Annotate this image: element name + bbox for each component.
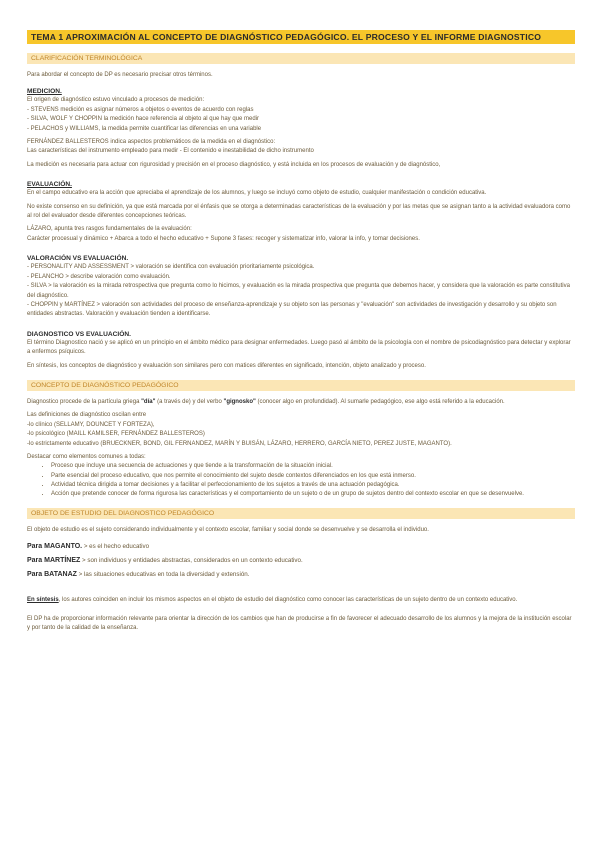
etymology-text: (a través de) y del verbo [155, 398, 224, 405]
valoracion-line: - CHOPPIN y MARTÍNEZ > valoración son actividades del proceso de enseñanza-aprendizaje y su objeto son las personas y "evaluación" son actividades de investigación y desarrollo y su objeto son entidades abstractas. Valoración y evaluación tienden a identificarse. [27, 301, 557, 318]
valoracion-line: - SILVA > la valoración es la mirada retrospectiva que pregunta como lo hicimos, y evaluación es la mirada prospectiva que pregunta que debemos hacer, y considera que la valoración es parte constitutiva del diagnóstico. [27, 283, 570, 299]
etymology-text: (conocer algo en profundidad). Al sumarle pedagógico, ese algo está referido a la educación. [255, 398, 505, 405]
diagnostico-paragraph: El término Diagnostico nació y se aplicó en un principio en el ámbito médico para designar enfermedades. Luego pasó al ámbito de la psicología con el nombre de psicodiagnóstico para detectar y explorar a enfermos psíquicos. [27, 339, 571, 356]
intro-text: Para abordar el concepto de DP es necesario precisar otros términos. [27, 72, 213, 78]
sintesis-text: , los autores coinciden en incluir los mismos aspectos en el objeto de estudio del diagnóstico como conocer las características de un sujeto dentro de un contexto educativo. [58, 596, 518, 603]
fb-line: FERNÁNDEZ BALLESTEROS indica aspectos problemáticos de la medida en el diagnóstico: [27, 139, 276, 146]
valoracion-line: - PERSONALITY AND ASSESSMENT > valoración se identifica con evaluación prioritariamente psicológica. [27, 264, 315, 271]
diagnostico-paragraph: En síntesis, los conceptos de diagnóstico y evaluación son similares pero con matices diferentes en significado, intención, objeto analizado y proceso. [27, 362, 426, 369]
medicion-line: - STEVENS medición es asignar números a objetos o eventos de acuerdo con reglas [27, 106, 254, 113]
definitions-line: Las definiciones de diagnóstico oscilan entre [27, 412, 147, 419]
common-elements-list [27, 462, 575, 499]
common-elements-intro: Destacar como elementos comunes a todas: [27, 453, 146, 460]
sintesis-paragraph [27, 596, 575, 605]
etymology-term-gignosko: "gignosko" [223, 398, 256, 405]
author-definition: > son individuos y entidades abstractas, considerados en un contexto educativo. [80, 556, 303, 564]
author-label: Para MARTÍNEZ [27, 556, 81, 564]
document-page [27, 30, 575, 634]
etymology-term-dia: "día" [141, 398, 156, 405]
author-definition-row [27, 540, 575, 554]
author-definition: > las situaciones educativas en toda la diversidad y extensión. [76, 570, 250, 578]
fb-line: Las características del instrumento empleado para medir - El contenido e inestabilidad de dicho instrumento [27, 148, 314, 155]
evaluacion-paragraph: No existe consenso en su definición, ya que está marcada por el énfasis que se otorga a determinadas características de la evaluación y por las metas que se asignan tanto a la actividad evaluadora como al rol del evaluador desde diferentes concepciones teóricas. [27, 203, 571, 220]
heading-valoracion-vs-evaluacion: VALORACIÓN VS EVALUACIÓN. [27, 255, 129, 263]
section-heading-clarificacion: CLARIFICACIÓN TERMINOLÓGICA [27, 53, 575, 64]
final-paragraph: El DP ha de proporcionar información relevante para orientar la dirección de los cambios que han de producirse a fin de favorecer el adecuado desarrollo de los alumnos y la mejora de la institución escolar y por tanto de la calidad de la enseñanza. [27, 616, 572, 632]
author-definition-row [27, 568, 575, 582]
etymology-text: Diagnostico procede de la partícula griega [27, 398, 142, 405]
definitions-line: -lo psicológico (MAILL KAMILSER, FERNÁNDEZ BALLESTEROS) [27, 431, 205, 438]
list-item: • Parte esencial del proceso educativo, que nos permite el conocimiento del sujeto desde contextos diferenciados en los que está inmerso. [51, 472, 575, 481]
lazaro-line: Carácter procesual y dinámico + Abarca a todo el hecho educativo + Supone 3 fases: recoger y sistematizar info, valorar la info, y tomar decisiones. [27, 235, 420, 242]
heading-medicion: MEDICION. [27, 88, 62, 96]
list-item: • Proceso que incluye una secuencia de actuaciones y que tiende a la transformación de la situación inicial. [51, 462, 575, 471]
author-definition: > es el hecho educativo [82, 542, 150, 550]
author-label: Para BATANAZ [27, 570, 77, 578]
etymology-paragraph [27, 398, 575, 407]
medicion-line: - PELACHOS y WILLIAMS, la medida permite cuantificar las diferencias en una variable [27, 125, 262, 132]
section-heading-concepto: CONCEPTO DE DIAGNÓSTICO PEDAGÓGICO [27, 380, 575, 391]
author-definition-row [27, 554, 575, 568]
heading-diagnostico-vs-evaluacion: DIAGNOSTICO VS EVALUACIÓN. [27, 330, 131, 338]
section-heading-objeto: OBJETO DE ESTUDIO DEL DIAGNOSTICO PEDAGÓGICO [27, 508, 575, 519]
valoracion-line: - PELANCHO > describe valoración como evaluación. [27, 273, 171, 280]
objeto-paragraph: El objeto de estudio es el sujeto considerando individualmente y el contexto escolar, familiar y social donde se desenvuelve y se desarrolla el individuo. [27, 527, 429, 534]
heading-evaluacion: EVALUACIÓN. [27, 181, 72, 189]
medicion-conclusion: La medición es necesaria para actuar con rigurosidad y precisión en el proceso diagnóstico, y está incluida en los procesos de evaluación y de diagnóstico, [27, 161, 441, 168]
list-item: • Acción que pretende conocer de forma rigurosa las características y el comportamiento de un sujeto o de un grupo de sujetos dentro del contexto escolar en que se desenvuelve. [51, 490, 575, 499]
medicion-line: El origen de diagnóstico estuvo vinculado a procesos de medición: [27, 97, 205, 104]
author-label: Para MAGANTO. [27, 542, 83, 550]
evaluacion-paragraph: En el campo educativo era la acción que apreciaba el aprendizaje de los alumnos, y luego se incluyó como objeto de estudio, cualquier manifestación o condición educativa. [27, 190, 487, 197]
definitions-line: -lo clínico (SELLAMY, DOUNCET Y FORTEZA), [27, 421, 155, 428]
definitions-line: -lo estrictamente educativo (BRUECKNER, BOND, GIL FERNANDEZ, MARÍN Y BUISÁN, LÁZARO, HERRERO, GARCÍA NIETO, PEREZ JUSTE, MAGANTO). [27, 440, 452, 447]
list-item: • Actividad técnica dirigida a tomar decisiones y a facilitar el perfeccionamiento de los sujetos a través de una actuación pedagógica. [51, 481, 575, 490]
lazaro-line: LÁZARO, apunta tres rasgos fundamentales de la evaluación: [27, 226, 192, 233]
sintesis-label: En síntesis [27, 596, 59, 603]
medicion-line: - SILVA, WOLF Y CHOPPIN la medición hace referencia al objeto al que hay que medir [27, 116, 260, 123]
document-title: TEMA 1 APROXIMACIÓN AL CONCEPTO DE DIAGNÓSTICO PEDAGÓGICO. EL PROCESO Y EL INFORME DIAGNOSTICO [27, 30, 575, 44]
